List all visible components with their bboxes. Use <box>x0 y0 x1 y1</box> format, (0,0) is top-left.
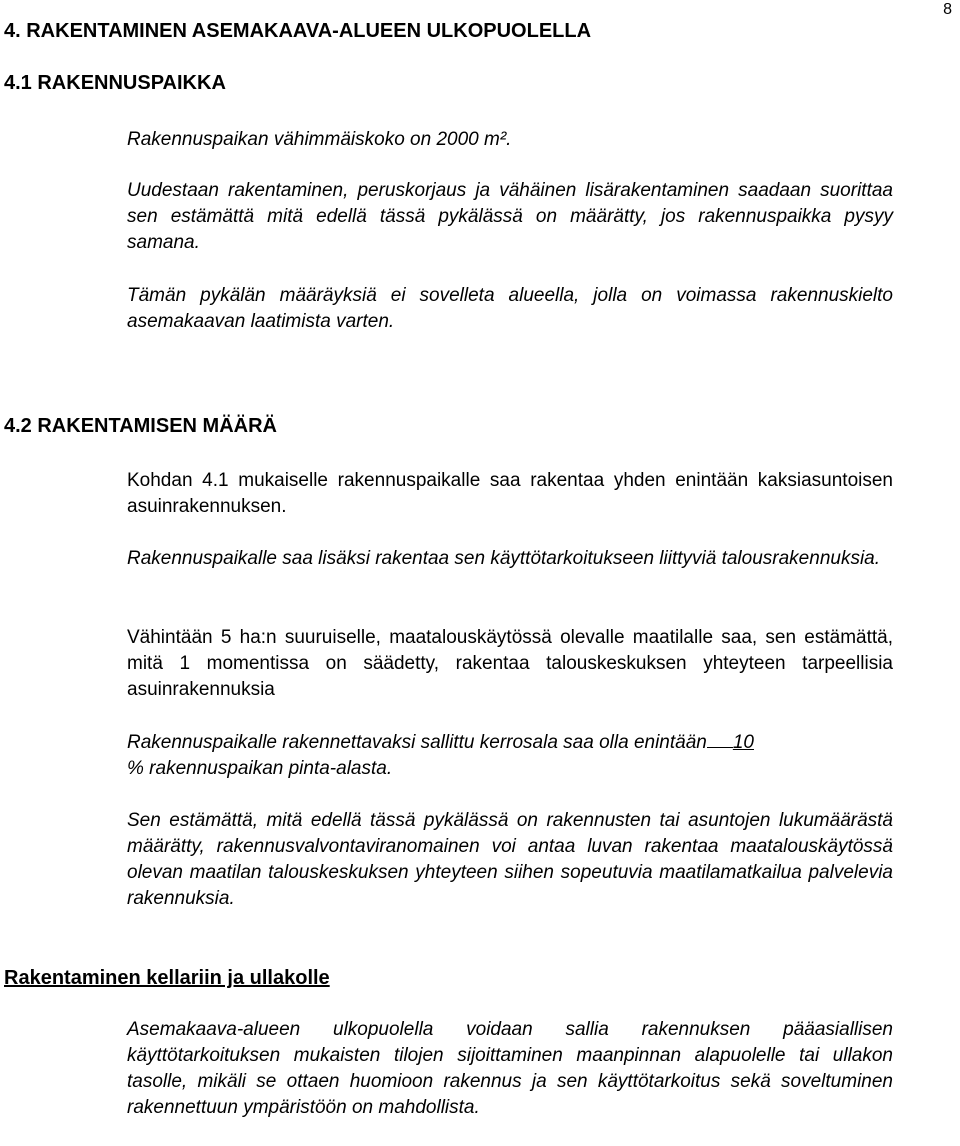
floor-area-value: 10 <box>732 732 754 753</box>
page-number: 8 <box>943 1 952 18</box>
section-4-heading: 4. RAKENTAMINEN ASEMAKAAVA-ALUEEN ULKOPUOLELLA <box>4 20 592 42</box>
basement-attic-paragraph: Asemakaava-alueen ulkopuolella voidaan sallia rakennuksen pääasiallisen käyttötarkoituksen mukaisten tilojen sijoittaminen maanpinnan alapuolelle tai ullakon tasolle, mikäli se ottaen huomioon rakennus ja sen käyttötarkoitus sekä soveltuminen rakennettuun ympäristöön on mahdollista. <box>127 1019 893 1118</box>
section-4-2-heading: 4.2 RAKENTAMISEN MÄÄRÄ <box>4 415 277 437</box>
plot-min-size-paragraph: Rakennuspaikan vähimmäiskoko on 2000 m². <box>127 129 512 150</box>
floor-area-text-before: Rakennuspaikalle rakennettavaksi sallittu kerrosala saa olla enintään <box>127 732 707 753</box>
basement-attic-heading: Rakentaminen kellariin ja ullakolle <box>4 967 330 989</box>
outbuildings-paragraph: Rakennuspaikalle saa lisäksi rakentaa sen käyttötarkoitukseen liittyviä talousrakennuksia. <box>127 548 881 569</box>
rebuilding-paragraph: Uudestaan rakentaminen, peruskorjaus ja vähäinen lisärakentaminen saadaan suorittaa sen estämättä mitä edellä tässä pykälässä on määrätty, jos rakennuspaikka pysyy samana. <box>127 180 893 253</box>
building-ban-paragraph: Tämän pykälän määräyksiä ei sovelleta alueella, jolla on voimassa rakennuskielto asemakaavan laatimista varten. <box>127 285 893 332</box>
section-4-1-heading: 4.1 RAKENNUSPAIKKA <box>4 72 226 94</box>
single-house-paragraph: Kohdan 4.1 mukaiselle rakennuspaikalle saa rakentaa yhden enintään kaksiasuntoisen asuinrakennuksen. <box>127 470 893 517</box>
farm-residences-paragraph: Vähintään 5 ha:n suuruiselle, maatalouskäytössä olevalle maatilalle saa, sen estämättä, mitä 1 momentissa on säädetty, rakentaa talouskeskuksen yhteyteen tarpeellisia asuinrakennuksia <box>127 627 893 700</box>
floor-area-paragraph <box>127 730 893 782</box>
floor-area-text-after: % rakennuspaikan pinta-alasta. <box>127 758 393 779</box>
farm-tourism-paragraph: Sen estämättä, mitä edellä tässä pykälässä on rakennusten tai asuntojen lukumäärästä määrätty, rakennusvalvontaviranomainen voi antaa luvan rakentaa maatalouskäytössä olevan maatilan talouskeskuksen yhteyteen siihen sopeutuvia maatilamatkailua palvelevia rakennuksia. <box>127 810 893 909</box>
blank-underline <box>707 730 733 748</box>
